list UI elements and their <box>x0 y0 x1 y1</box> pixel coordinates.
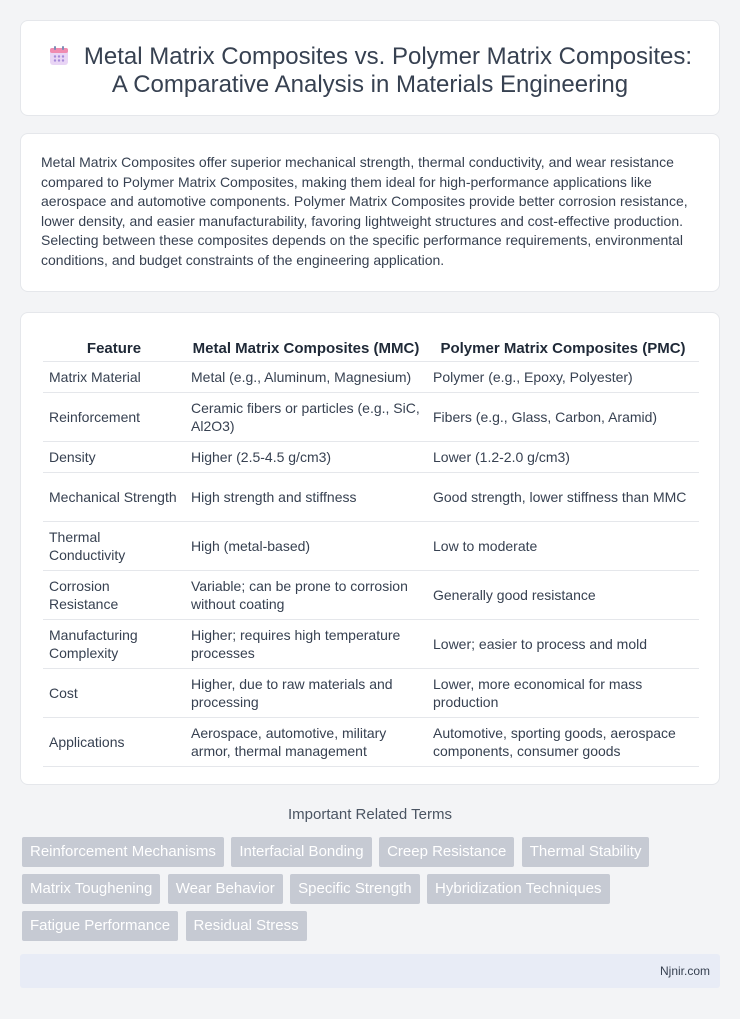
intro-card <box>20 133 720 292</box>
table-row <box>43 472 699 521</box>
mmc-cell: High (metal-based) <box>185 521 427 570</box>
table-row <box>43 441 699 472</box>
feature-cell: Mechanical Strength <box>43 472 185 521</box>
pmc-cell: Generally good resistance <box>427 570 699 619</box>
pmc-cell: Fibers (e.g., Glass, Carbon, Aramid) <box>427 392 699 441</box>
related-term-tag[interactable]: Reinforcement Mechanisms <box>22 837 224 867</box>
related-terms-tags <box>22 837 722 948</box>
pmc-cell: Lower (1.2-2.0 g/cm3) <box>427 441 699 472</box>
related-term-tag[interactable]: Thermal Stability <box>522 837 650 867</box>
mmc-cell: Metal (e.g., Aluminum, Magnesium) <box>185 361 427 392</box>
footer <box>20 954 720 988</box>
mmc-cell: Aerospace, automotive, military armor, thermal management <box>185 717 427 766</box>
feature-cell: Matrix Material <box>43 361 185 392</box>
pmc-cell: Lower; easier to process and mold <box>427 619 699 668</box>
intro-paragraph: Metal Matrix Composites offer superior mechanical strength, thermal conductivity, and wear resistance compared to Polymer Matrix Composites, making them ideal for high-performance applications like aerospace and automotive components. Polymer Matrix Composites provide better corrosion resistance, lower density, and easier manufacturability, favoring lightweight structures and cost-effective production. Selecting between these composites depends on the specific performance requirements, environmental conditions, and budget constraints of the engineering application. <box>41 154 688 268</box>
mmc-cell: Ceramic fibers or particles (e.g., SiC, Al2O3) <box>185 392 427 441</box>
comparison-table <box>43 331 699 767</box>
mmc-cell: Higher (2.5-4.5 g/cm3) <box>185 441 427 472</box>
related-term-tag[interactable]: Fatigue Performance <box>22 911 178 941</box>
related-term-tag[interactable]: Matrix Toughening <box>22 874 160 904</box>
related-terms-heading: Important Related Terms <box>288 806 452 823</box>
feature-cell: Thermal Conductivity <box>43 521 185 570</box>
related-term-tag[interactable]: Residual Stress <box>186 911 307 941</box>
related-term-tag[interactable]: Creep Resistance <box>379 837 514 867</box>
pmc-cell: Good strength, lower stiffness than MMC <box>427 472 699 521</box>
comparison-table-card <box>20 312 720 785</box>
related-term-tag[interactable]: Wear Behavior <box>168 874 283 904</box>
page-title <box>41 43 699 99</box>
related-term-tag[interactable]: Interfacial Bonding <box>231 837 371 867</box>
feature-cell: Manufacturing Complexity <box>43 619 185 668</box>
mmc-cell: Variable; can be prone to corrosion without coating <box>185 570 427 619</box>
table-row <box>43 619 699 668</box>
related-term-tag[interactable]: Specific Strength <box>290 874 419 904</box>
related-term-tag[interactable]: Hybridization Techniques <box>427 874 610 904</box>
pmc-cell: Automotive, sporting goods, aerospace components, consumer goods <box>427 717 699 766</box>
header-feature: Feature <box>43 331 185 361</box>
table-row <box>43 392 699 441</box>
mmc-cell: Higher; requires high temperature processes <box>185 619 427 668</box>
table-row <box>43 668 699 717</box>
pmc-cell: Low to moderate <box>427 521 699 570</box>
feature-cell: Applications <box>43 717 185 766</box>
page-title-text: Metal Matrix Composites vs. Polymer Matrix Composites: A Comparative Analysis in Materials Engineering <box>83 43 693 98</box>
table-row <box>43 521 699 570</box>
mmc-cell: High strength and stiffness <box>185 472 427 521</box>
table-header-row <box>43 331 699 361</box>
title-card <box>20 20 720 116</box>
calendar-icon <box>48 45 70 67</box>
table-row <box>43 361 699 392</box>
pmc-cell: Lower, more economical for mass production <box>427 668 699 717</box>
header-pmc: Polymer Matrix Composites (PMC) <box>427 331 699 361</box>
feature-cell: Corrosion Resistance <box>43 570 185 619</box>
header-mmc: Metal Matrix Composites (MMC) <box>185 331 427 361</box>
footer-site-link[interactable]: Njnir.com <box>659 964 710 978</box>
mmc-cell: Higher, due to raw materials and processing <box>185 668 427 717</box>
table-row <box>43 717 699 766</box>
feature-cell: Cost <box>43 668 185 717</box>
pmc-cell: Polymer (e.g., Epoxy, Polyester) <box>427 361 699 392</box>
table-row <box>43 570 699 619</box>
feature-cell: Density <box>43 441 185 472</box>
feature-cell: Reinforcement <box>43 392 185 441</box>
